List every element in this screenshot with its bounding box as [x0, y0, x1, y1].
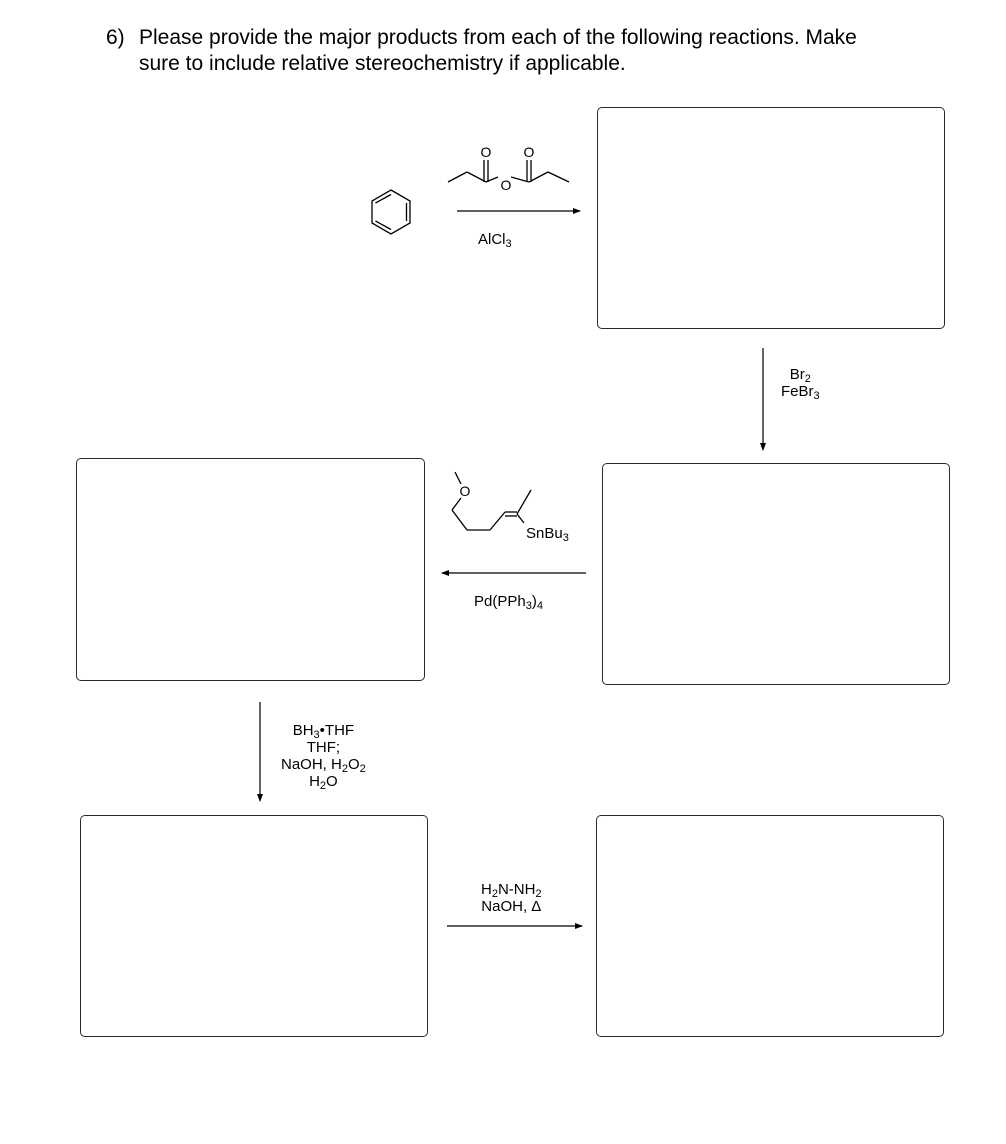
bridging-oxygen-label: O — [500, 177, 512, 193]
reagent-pd-catalyst: $Pd(PPh_3)_4$ — [474, 593, 543, 612]
reagent-wolff-kishner — [481, 881, 542, 915]
reagent-febr3: FeBr$_3$ — [781, 383, 820, 402]
reagent-hydrazine: $H_2N-NH_2$ — [481, 881, 542, 900]
question-line-2: sure to include relative stereochemistry if applicable. — [139, 52, 626, 75]
ether-oxygen-label: O — [459, 483, 471, 499]
reagent-hydroboration — [281, 722, 366, 790]
anhydride-structure — [448, 144, 569, 193]
carbonyl-oxygen-label-2: O — [523, 144, 535, 160]
reagent-naoh-h2o2: NaOH, $H_2O_2$ — [281, 756, 366, 775]
reagent-alcl3: AlCl$_3$ — [478, 231, 512, 250]
vinylstannane-structure — [452, 472, 531, 530]
reagent-bh3-thf: $BH_3•THF$ — [292, 722, 355, 741]
carbonyl-oxygen-label-1: O — [480, 144, 492, 160]
reagent-thf: THF; — [306, 739, 341, 756]
stannane-label: SnBu$_3$ — [526, 525, 569, 544]
reagent-bromination — [781, 366, 820, 400]
reagent-br2: $Br_2$ — [789, 366, 811, 385]
reagent-naoh-heat: NaOH, Δ — [481, 898, 542, 915]
reagent-h2o: $H_2O$ — [309, 773, 338, 792]
question-line-1: Please provide the major products from each of the following reactions. Make — [139, 26, 857, 49]
question-number: 6) — [106, 26, 125, 49]
benzene-structure — [372, 190, 410, 234]
